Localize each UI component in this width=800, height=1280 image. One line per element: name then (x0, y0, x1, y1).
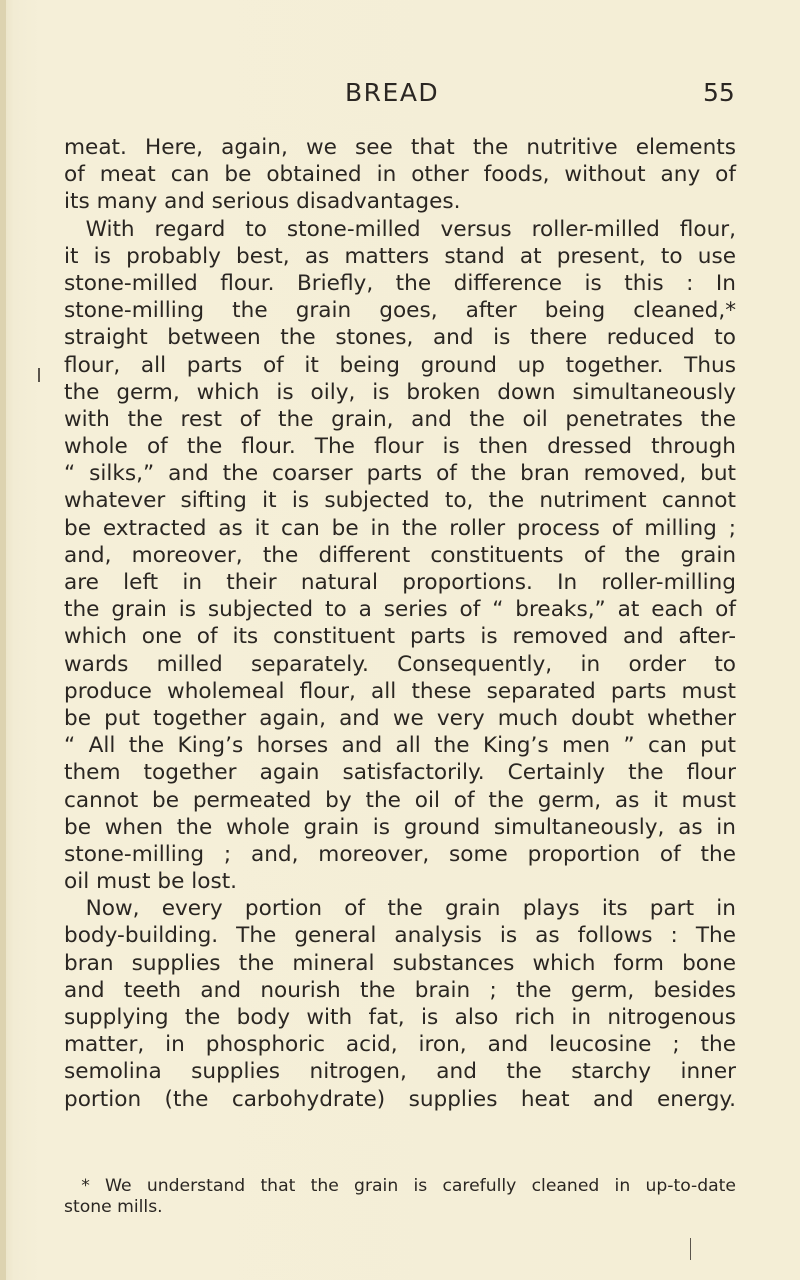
text-line: supplying the body with fat, is also rich in nitrogenous (64, 1005, 736, 1030)
text-line: whatever sifting it is subjected to, the nutriment cannot (64, 488, 736, 514)
text-line: stone-milling the grain goes, after being cleaned,* (64, 298, 736, 324)
text-line: “ All the King’s horses and all the King’s men ” can put (64, 733, 736, 759)
text-line: produce wholemeal flour, all these separated parts must (64, 678, 736, 704)
text-line: and teeth and nourish the brain ; the germ, besides (64, 977, 736, 1003)
print-mark (38, 368, 40, 382)
text-line: stone-milling ; and, moreover, some proportion of the (64, 841, 736, 867)
footnote-line: stone mills. (64, 1197, 163, 1217)
text-line: cannot be permeated by the oil of the germ, as it must (64, 787, 736, 813)
page-header (0, 78, 800, 118)
text-line: its many and serious disadvantages. (64, 189, 461, 215)
text-line: With regard to stone-milled versus roller-milled flour, (64, 216, 736, 242)
text-line: “ silks,” and the coarser parts of the bran removed, but (64, 461, 736, 487)
text-line: them together again satisfactorily. Certainly the flour (64, 760, 736, 786)
text-line: bran supplies the mineral substances which form bone (64, 950, 736, 976)
text-line: flour, all parts of it being ground up together. Thus (64, 352, 736, 378)
text-line: be put together again, and we very much doubt whether (64, 705, 736, 731)
text-line: semolina supplies nitrogen, and the starchy inner (64, 1059, 736, 1085)
text-line: portion (the carbohydrate) supplies heat and energy. (64, 1086, 736, 1112)
running-head: BREAD (345, 78, 440, 107)
body-text (64, 134, 736, 1113)
text-line: be extracted as it can be in the roller process of milling ; (64, 515, 736, 541)
text-line: and, moreover, the different constituents of the grain (64, 542, 736, 568)
text-line: straight between the stones, and is there reduced to (64, 325, 736, 351)
text-line: the grain is subjected to a series of “ breaks,” at each of (64, 597, 736, 623)
text-line: wards milled separately. Consequently, in order to (64, 651, 736, 677)
text-line: stone-milled flour. Briefly, the difference is this : In (64, 270, 736, 296)
text-line: Now, every portion of the grain plays its part in (64, 896, 736, 922)
text-line: it is probably best, as matters stand at present, to use (64, 243, 736, 269)
text-line: oil must be lost. (64, 869, 238, 895)
text-line: body-building. The general analysis is as follows : The (64, 923, 736, 949)
text-line: meat. Here, again, we see that the nutritive elements (64, 135, 736, 160)
text-line: of meat can be obtained in other foods, without any of (64, 162, 736, 188)
text-line: matter, in phosphoric acid, iron, and leucosine ; the (64, 1032, 736, 1058)
text-line: which one of its constituent parts is removed and after- (64, 624, 736, 650)
page-number: 55 (703, 78, 735, 107)
footnote (64, 1176, 736, 1218)
text-line: whole of the flour. The flour is then dressed through (64, 434, 736, 460)
text-line: the germ, which is oily, is broken down simultaneously (64, 379, 736, 405)
footnote-line: * We understand that the grain is carefully cleaned in up-to-date (64, 1176, 736, 1196)
page-edge-shadow (0, 0, 6, 1280)
text-line: be when the whole grain is ground simultaneously, as in (64, 814, 736, 840)
text-line: with the rest of the grain, and the oil penetrates the (64, 406, 736, 432)
text-line: are left in their natural proportions. In roller-milling (64, 570, 736, 595)
print-mark (690, 1238, 691, 1260)
